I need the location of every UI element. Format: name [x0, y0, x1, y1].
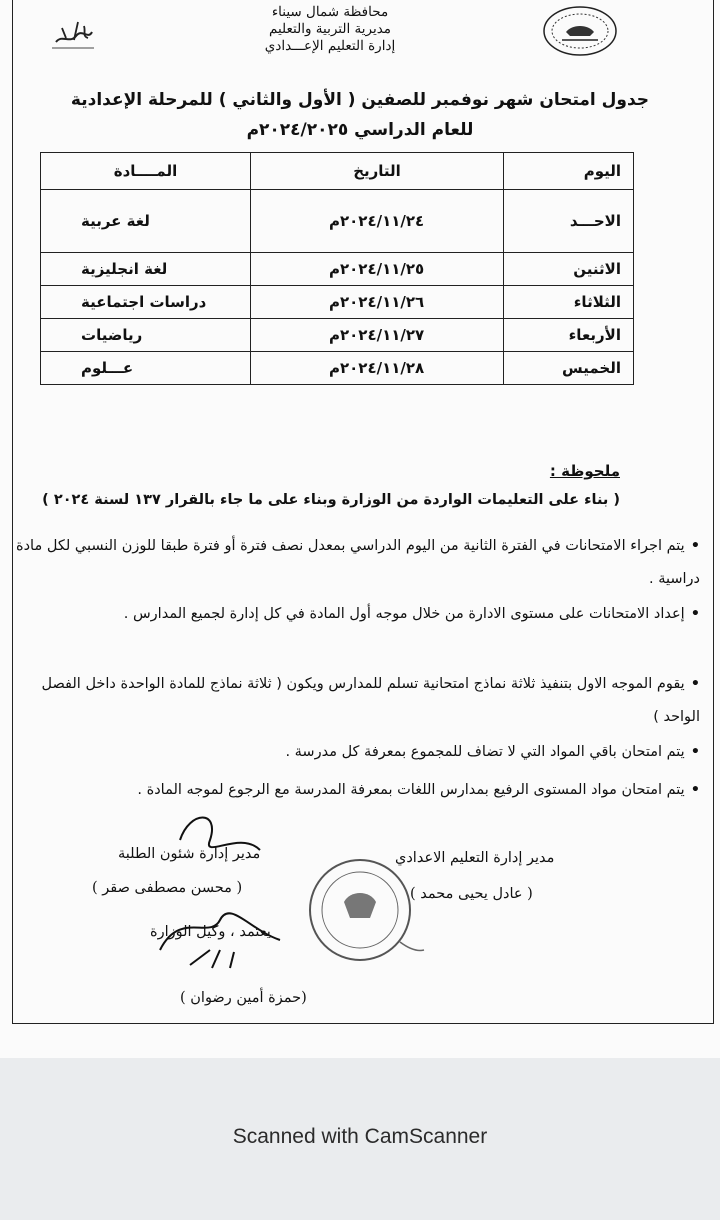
signature-name-right: ( عادل يحيى محمد ): [410, 886, 533, 902]
header-line-administration: إدارة التعليم الإعـــدادي: [264, 38, 396, 54]
column-header-subject: المــــادة: [41, 153, 251, 190]
cell-day: الاثنين: [504, 253, 634, 286]
cell-subject: رياضيات: [41, 319, 251, 352]
official-stamp-icon: [300, 852, 430, 970]
cell-day: الاحـــد: [504, 190, 634, 253]
ministry-seal-icon: [540, 4, 620, 58]
table-row: [41, 319, 634, 352]
note-text: يتم امتحان مواد المستوى الرفيع بمدارس اللغات بمعرفة المدرسة مع الرجوع لموجه المادة .: [137, 782, 685, 798]
signature-name-bottom: (حمزة أمين رضوان ): [180, 990, 307, 1006]
note-bullet: •يتم امتحان مواد المستوى الرفيع بمدارس اللغات بمعرفة المدرسة مع الرجوع لموجه المادة .: [137, 782, 700, 798]
signature-title-left: مدير إدارة شئون الطلبة: [118, 846, 261, 862]
note-text: يقوم الموجه الاول بتنفيذ ثلاثة نماذج امتحانية تسلم للمدارس ويكون ( ثلاثة نماذج للمادة الواحدة داخل الفصل الواحد ): [41, 676, 700, 725]
note-bullet: •يتم امتحان باقي المواد التي لا تضاف للمجموع بمعرفة كل مدرسة .: [285, 744, 700, 760]
note-text: يتم امتحان باقي المواد التي لا تضاف للمجموع بمعرفة كل مدرسة .: [285, 744, 685, 760]
approval-label: يعتمد ، وكيل الوزارة: [150, 924, 271, 940]
table-row: [41, 190, 634, 253]
notes-intro: ( بناء على التعليمات الواردة من الوزارة وبناء على ما جاء بالقرار ١٣٧ لسنة ٢٠٢٤ ): [42, 492, 620, 508]
note-bullet: •يتم اجراء الامتحانات في الفترة الثانية من اليوم الدراسي بمعدل نصف فترة أو فترة طبقا للوزن النسبي لكل مادة دراسية .: [16, 538, 700, 587]
signature-title-right: مدير إدارة التعليم الاعدادي: [395, 850, 555, 866]
calligraphy-logo-icon: [48, 14, 98, 54]
cell-subject: عـــلوم: [41, 352, 251, 385]
exam-schedule-table: [40, 152, 634, 385]
cell-date: ٢٠٢٤/١١/٢٤م: [251, 190, 504, 253]
cell-date: ٢٠٢٤/١١/٢٥م: [251, 253, 504, 286]
cell-subject: دراسات اجتماعية: [41, 286, 251, 319]
document-subtitle: للعام الدراسي ٢٠٢٤/٢٠٢٥م: [246, 120, 474, 140]
cell-day: الخميس: [504, 352, 634, 385]
header-line-governorate: محافظة شمال سيناء: [271, 4, 389, 20]
table-row: [41, 286, 634, 319]
table-row: [41, 352, 634, 385]
handwritten-signature-icon: [150, 800, 290, 980]
cell-day: الثلاثاء: [504, 286, 634, 319]
table-row: [41, 253, 634, 286]
note-bullet: •يقوم الموجه الاول بتنفيذ ثلاثة نماذج امتحانية تسلم للمدارس ويكون ( ثلاثة نماذج للمادة الواحدة داخل الفصل الواحد ): [41, 676, 700, 725]
note-text: إعداد الامتحانات على مستوى الادارة من خلال موجه أول المادة في كل إدارة لجميع المدارس .: [123, 606, 685, 622]
cell-date: ٢٠٢٤/١١/٢٦م: [251, 286, 504, 319]
cell-date: ٢٠٢٤/١١/٢٨م: [251, 352, 504, 385]
notes-heading: ملحوظة :: [549, 462, 620, 480]
signature-name-left: ( محسن مصطفى صقر ): [92, 880, 243, 896]
note-text: يتم اجراء الامتحانات في الفترة الثانية من اليوم الدراسي بمعدل نصف فترة أو فترة طبقا للوزن النسبي لكل مادة دراسية .: [16, 538, 700, 587]
header-text: [230, 4, 430, 55]
header-line-directorate: مديرية التربية والتعليم: [268, 21, 392, 37]
column-header-day: اليوم: [504, 153, 634, 190]
camscanner-watermark: Scanned with CamScanner: [232, 1125, 488, 1148]
document-title: جدول امتحان شهر نوفمبر للصفين ( الأول والثاني ) للمرحلة الإعدادية: [70, 90, 650, 110]
cell-day: الأربعاء: [504, 319, 634, 352]
cell-date: ٢٠٢٤/١١/٢٧م: [251, 319, 504, 352]
cell-subject: لغة انجليزية: [41, 253, 251, 286]
cell-subject: لغة عربية: [41, 190, 251, 253]
note-bullet: •إعداد الامتحانات على مستوى الادارة من خلال موجه أول المادة في كل إدارة لجميع المدارس .: [123, 606, 700, 622]
table-header-row: [41, 153, 634, 190]
column-header-date: التاريخ: [251, 153, 504, 190]
